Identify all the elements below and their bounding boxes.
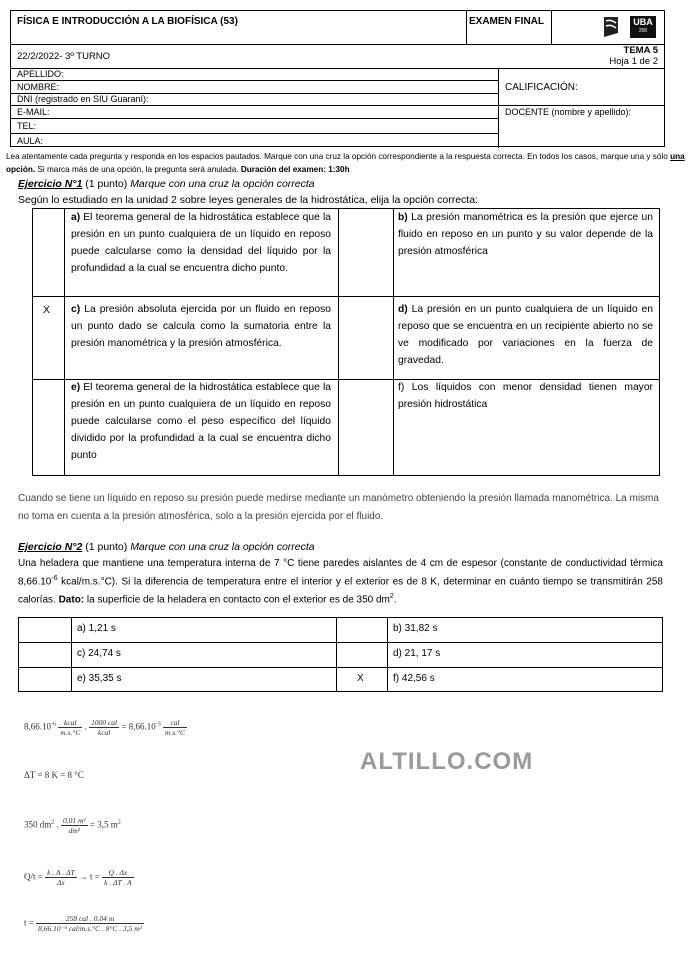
field-dni[interactable]: DNI (registrado en SIU Guaraní):: [17, 94, 149, 104]
divider: [11, 105, 664, 106]
option-f: [398, 379, 653, 413]
course-title: FÍSICA E INTRODUCCIÓN A LA BIOFÍSICA (53): [17, 16, 238, 27]
option-text: El teorema general de la hidrostática establece que la presión en un punto cualquiera de un líquido en reposo puede calcularse como la densidad del líquido por la profundidad a la cual se encuentra dicho punto.: [71, 212, 331, 274]
math-text: → t =: [78, 871, 103, 882]
math-text: = 8,66.10: [121, 721, 156, 732]
answer-mark[interactable]: X: [357, 673, 364, 684]
fraction: [163, 718, 187, 737]
option-text: La presión en un punto cualquiera de un líquido en reposo que se encuentra en un recipiente abierto no se ve modificado por variaciones en la fuerza de gravedad.: [398, 304, 653, 366]
field-nombre[interactable]: NOMBRE:: [17, 82, 60, 92]
divider: [19, 642, 662, 643]
fraction-den: m.s.°C: [60, 728, 81, 737]
option-c: [71, 301, 331, 352]
math-line-5: [24, 914, 144, 933]
divider: [393, 209, 394, 475]
fraction-num: 258 cal . 0.04 m: [36, 914, 144, 924]
exercise-2-options-table: [18, 617, 663, 692]
fraction-den: dm²: [68, 826, 81, 835]
fraction-num: 1000 cal: [91, 718, 118, 727]
fraction-den: kcal: [97, 728, 111, 737]
divider: [466, 11, 467, 45]
field-email[interactable]: E-MAIL:: [17, 107, 50, 117]
fraction-den: k . ΔT . A: [104, 878, 132, 887]
math-text: .: [84, 721, 90, 732]
option-letter: b): [398, 212, 408, 223]
answer-mark[interactable]: X: [43, 304, 51, 316]
divider: [551, 11, 552, 45]
field-tel[interactable]: TEL:: [17, 121, 37, 131]
exercise-1-options-table: [32, 208, 660, 476]
watermark: ALTILLO.COM: [360, 748, 534, 775]
exercise-2-title: [18, 541, 315, 553]
math-line-4: [24, 868, 134, 887]
field-apellido[interactable]: APELLIDO:: [17, 69, 64, 79]
math-line-3: [24, 816, 121, 835]
option-d: [398, 301, 653, 369]
instructions-text: Si marca más de una opción, la pregunta será anulada.: [35, 165, 239, 174]
exercise-1-explanation: Cuando se tiene un líquido en reposo su presión puede medirse mediante un manómetro obteniendo la presión llamada manométrica. La misma no toma en cuenta a la presión atmosférica, solo a la presión ejercida por el fluido.: [18, 493, 659, 522]
statement-text: Una heladera que mantiene una temperatura interna de 7 °C tiene paredes aislantes de 4 cm de espesor (constante de conductividad térmica 8,66.10: [18, 558, 663, 588]
logo-sub: 200: [638, 28, 648, 34]
option-letter: d): [398, 304, 408, 315]
hoja-label: Hoja 1 de 2: [609, 56, 658, 67]
divider: [19, 667, 662, 668]
option-letter: e): [71, 382, 81, 393]
divider: [336, 618, 337, 691]
option-letter: f): [398, 382, 405, 393]
math-text: t =: [24, 917, 37, 928]
exercise-2-points: (1 punto): [82, 541, 131, 553]
exercise-2-number: Ejercicio N°2: [18, 541, 83, 553]
option-b: b) 31,82 s: [393, 623, 438, 634]
exam-duration: Duración del examen: 1:30h: [238, 165, 350, 174]
statement-text: kcal/m.s.°C). Si la diferencia de temperatura entre el interior y el exterior es de 8 K, determinar en cuánto tiempo se transmitirán 258 calorías.: [18, 576, 663, 606]
fraction-num: 0.01 m²: [63, 816, 86, 825]
option-letter: a): [71, 212, 81, 223]
option-text: Los líquidos con menor densidad tienen mayor presión hidrostática: [398, 382, 653, 410]
math-line-2: ΔT = 8 K = 8 °C: [24, 770, 84, 780]
math-text: = 3,5 m: [89, 819, 118, 830]
tema-label: TEMA 5: [623, 45, 658, 56]
divider: [11, 68, 664, 69]
field-aula[interactable]: AULA:: [17, 136, 44, 146]
divider: [387, 618, 388, 691]
fraction-den: 8,66.10⁻³ cal/m.s.°C . 8°C . 3,5 m²: [38, 924, 142, 933]
docente-label: DOCENTE (nombre y apellido):: [505, 107, 632, 117]
exercise-1-number: Ejercicio N°1: [18, 178, 83, 190]
exercise-2-statement: [18, 556, 663, 608]
exam-header: [10, 10, 665, 147]
exercise-1-instruction: Marque con una cruz la opción correcta: [130, 178, 315, 190]
divider: [33, 296, 659, 297]
option-text: La presión absoluta ejercida por un fluido en reposo un punto dado se calcula como la sumatoria entre la presión manométrica y la presión atmosférica.: [71, 304, 331, 349]
instructions-text: Lea atentamente cada pregunta y responda en los espacios pautados. Marque con una cruz la opción correspondiente a la respuesta correcta. En todos los casos, marque una y sólo: [6, 152, 671, 161]
divider: [11, 80, 498, 81]
math-exp: -6: [51, 721, 56, 728]
math-text: 8,66.10: [24, 721, 51, 732]
exam-instructions: [6, 150, 686, 176]
divider: [71, 618, 72, 691]
exercise-1-points: (1 punto): [82, 178, 131, 190]
exercise-1-title: [18, 178, 315, 190]
fraction: [36, 914, 144, 933]
option-f: f) 42,56 s: [393, 673, 435, 684]
exam-type: EXAMEN FINAL: [469, 16, 544, 27]
instructions-una: una: [670, 152, 685, 161]
option-e: e) 35,35 s: [77, 673, 122, 684]
fraction-num: Q . Δx: [102, 868, 133, 878]
fraction: [61, 816, 88, 835]
option-a: a) 1,21 s: [77, 623, 116, 634]
math-exp: 2: [117, 819, 121, 826]
fraction: [102, 868, 133, 887]
dato-text: .: [393, 594, 397, 606]
option-d: d) 21, 17 s: [393, 648, 441, 659]
divider: [498, 68, 499, 148]
math-exp: -3: [155, 721, 161, 728]
math-exp: 2: [51, 819, 55, 826]
fraction-den: m.s.°C: [164, 728, 186, 737]
fraction-num: kcal: [58, 718, 82, 728]
fraction-num: k . A . ΔT: [47, 868, 75, 877]
math-text: 350 dm: [24, 819, 52, 830]
option-text: El teorema general de la hidrostática establece que la presión en un punto cualquiera de un líquido en reposo puede calcularse como el peso específico del líquido dividido por la profundidad a la cual se encuentra dicho punto: [71, 382, 331, 461]
divider: [11, 118, 498, 119]
fraction: [58, 718, 82, 737]
logo-text: UBA: [633, 17, 653, 27]
exercise-2-instruction: Marque con una cruz la opción correcta: [130, 541, 315, 553]
option-c: c) 24,74 s: [77, 648, 121, 659]
fraction: [45, 868, 76, 887]
dato-text: la superficie de la heladera en contacto con el exterior es de 350 dm: [84, 594, 390, 606]
fraction-num: cal: [163, 718, 187, 728]
exam-date: 22/2/2022- 3º TURNO: [17, 51, 111, 62]
divider: [64, 209, 65, 475]
math-text: Q/t =: [24, 871, 46, 882]
math-line-1: [24, 718, 187, 737]
uba-logo: [594, 13, 660, 41]
divider: [11, 133, 498, 134]
instructions-text: opción.: [6, 165, 36, 174]
fraction: [89, 718, 119, 737]
statement-exp: -6: [51, 575, 58, 582]
option-letter: c): [71, 304, 81, 315]
option-e: [71, 379, 331, 464]
dato-label: Dato:: [58, 594, 85, 606]
option-a: [71, 209, 331, 277]
math-text: .: [56, 819, 62, 830]
option-b: [398, 209, 653, 260]
fraction-den: Δx: [56, 878, 65, 887]
dato-exp: 2: [389, 593, 394, 601]
exercise-1-intro: Según lo estudiado en la unidad 2 sobre leyes generales de la hidrostática, elija la opción correcta:: [18, 194, 478, 206]
option-text: La presión manométrica es la presión que ejerce un fluido en reposo en un punto y su valor depende de la presión atmosférica: [398, 212, 653, 257]
divider: [338, 209, 339, 475]
calificacion-label: CALIFICACIÓN:: [505, 82, 578, 93]
